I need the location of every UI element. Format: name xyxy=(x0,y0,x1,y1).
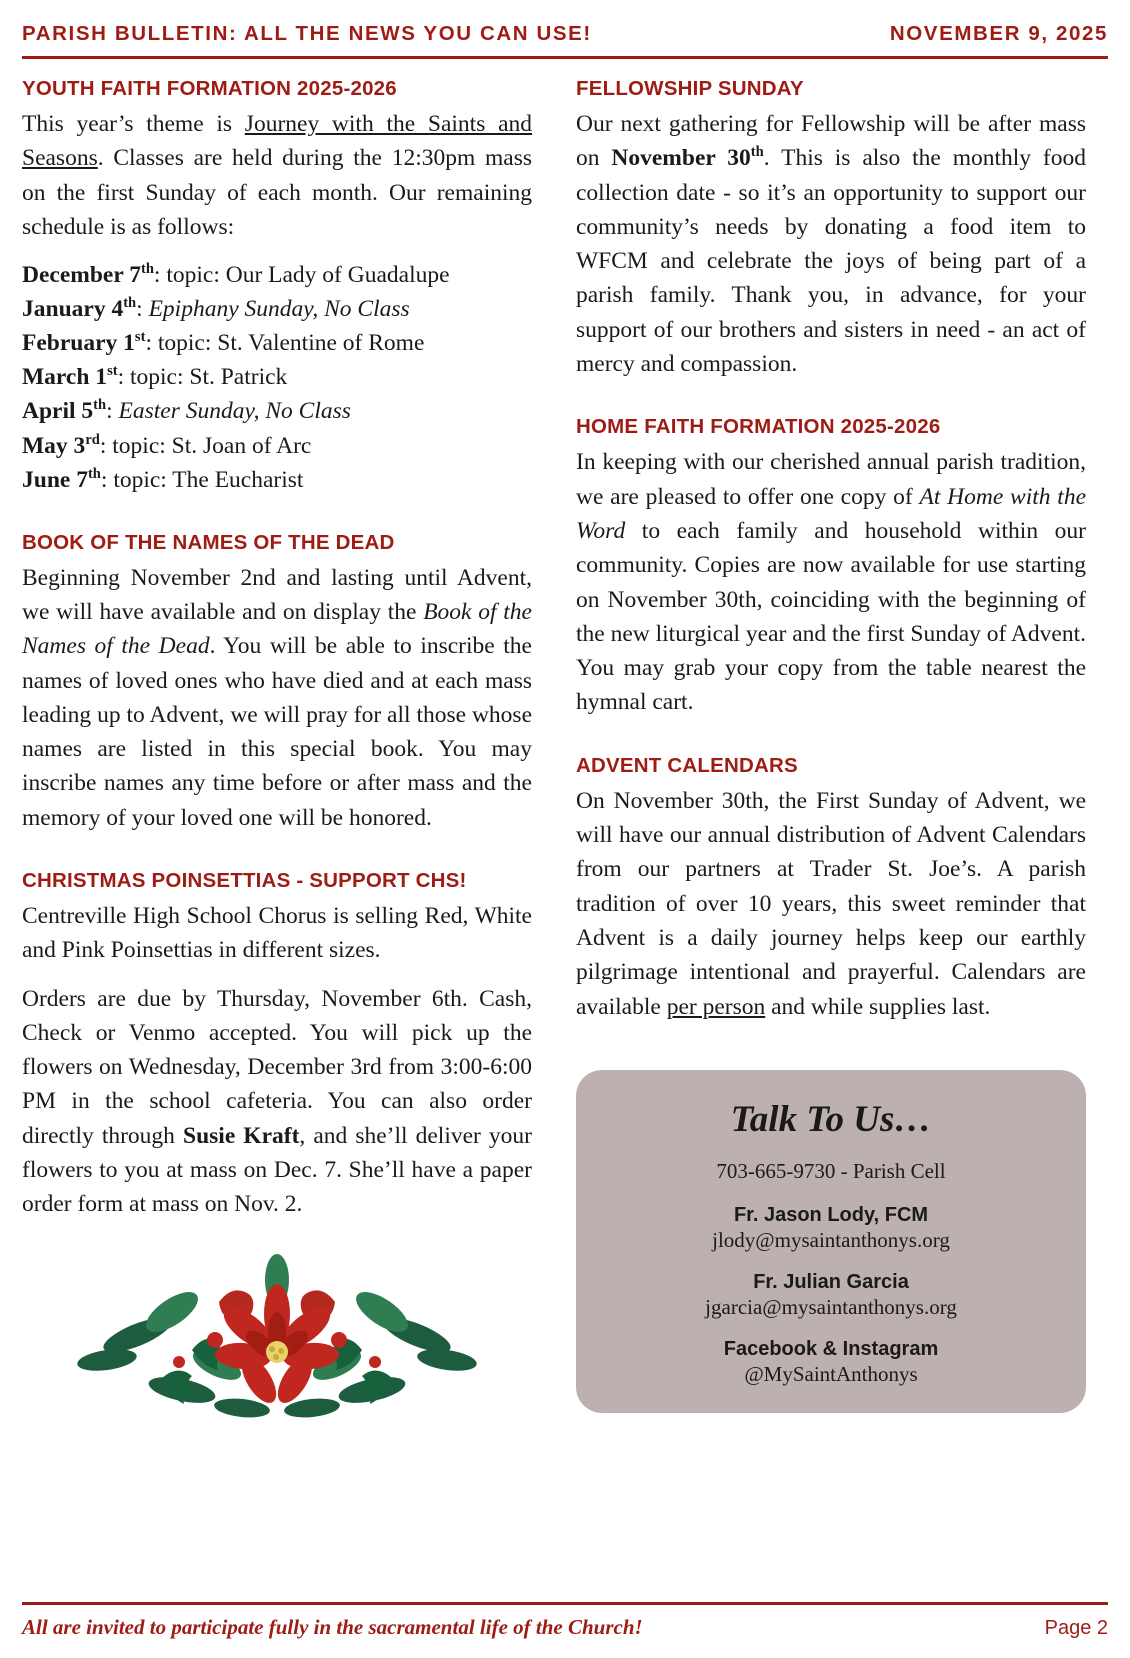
home-faith-paragraph xyxy=(576,445,1086,719)
youth-intro-text-b: . Classes are held during the 12:30pm mass on the first Sunday of each month. Our remaining schedule is as follows: xyxy=(22,145,532,240)
advent-emphasis: per person xyxy=(666,993,766,1020)
schedule-date: January 4 xyxy=(22,296,124,323)
poinsettia-icon xyxy=(67,1240,487,1425)
spacer xyxy=(22,849,532,869)
section-heading-home-faith-formation: HOME FAITH FORMATION 2025-2026 xyxy=(576,415,941,439)
right-column xyxy=(576,77,1086,1413)
talk-to-us-box xyxy=(576,1070,1086,1413)
schedule-date-suffix: th xyxy=(93,397,107,414)
contact-name: Fr. Julian Garcia xyxy=(753,1271,909,1294)
schedule-date: May 3 xyxy=(22,432,86,459)
schedule-detail: topic: Our Lady of Guadalupe xyxy=(166,262,450,289)
poinsettia-illustration xyxy=(22,1240,532,1425)
masthead xyxy=(22,0,1108,56)
social-label: Facebook & Instagram xyxy=(723,1338,939,1361)
header-divider xyxy=(22,56,1108,59)
bulletin-title: PARISH BULLETIN: ALL THE NEWS YOU CAN USE! xyxy=(22,22,592,45)
spacer xyxy=(576,734,1086,754)
contact-email[interactable]: jlody@mysaintanthonys.org xyxy=(712,1228,950,1253)
content-columns xyxy=(22,77,1108,1425)
list-item xyxy=(22,292,532,326)
poinsettias-paragraph-2 xyxy=(22,982,532,1222)
footer-note: All are invited to participate fully in the sacramental life of the Church! xyxy=(22,1615,643,1639)
youth-intro-paragraph xyxy=(22,107,532,244)
spacer xyxy=(576,395,1086,415)
contact-name: Fr. Jason Lody, FCM xyxy=(733,1204,929,1227)
schedule-detail: topic: St. Valentine of Rome xyxy=(157,330,425,357)
schedule-separator: : xyxy=(145,330,158,357)
youth-schedule-list xyxy=(22,258,532,496)
schedule-separator: : xyxy=(136,296,149,323)
book-text-b: . You will be able to inscribe the names of loved ones who have died and at each mass leading up to Advent, we will pray for all those whose names are listed in this special book. You may inscribe names any time before or after mass and the memory of your loved one will be honored. xyxy=(22,633,532,831)
schedule-date-suffix: st xyxy=(107,363,118,380)
home-faith-text-a: In keeping with our cherished annual parish tradition, we are pleased to offer one copy of xyxy=(576,449,1086,510)
poinsettias-paragraph-1: Centreville High School Chorus is selling Red, White and Pink Poinsettias in different sizes. xyxy=(22,903,532,964)
footer-row xyxy=(22,1605,1108,1640)
poinsettias-contact-name: Susie Kraft xyxy=(183,1122,300,1149)
page-footer xyxy=(22,1596,1108,1640)
schedule-separator: : xyxy=(99,432,113,459)
advent-text-a: On November 30th, the First Sunday of Advent, we will have our annual distribution of Advent Calendars from our partners at Trader St. Joe’s. A parish tradition of over 10 years, this sweet reminder that Advent is a daily journey helps keep our earthly pilgrimage intentional and prayerful. Calendars are available xyxy=(576,787,1086,1020)
schedule-detail: Epiphany Sunday, No Class xyxy=(148,296,410,323)
fellowship-text-b: . This is also the monthly food collection date - so it’s an opportunity to support our community’s needs by donating a food item to WFCM and celebrate the joys of being part of a parish family. Thank you, in advance, for your support of our brothers and sisters in need - an act of mercy and compassion. xyxy=(576,145,1087,378)
fellowship-date: November 30 xyxy=(611,145,751,172)
list-item xyxy=(22,394,532,428)
schedule-detail: topic: The Eucharist xyxy=(113,466,304,493)
list-item xyxy=(22,326,532,360)
schedule-date-suffix: th xyxy=(123,295,137,312)
schedule-date: June 7 xyxy=(22,466,88,493)
youth-theme-title: Journey with the Saints and Seasons xyxy=(22,111,533,172)
parish-phone: 703-665-9730 - Parish Cell xyxy=(716,1158,946,1183)
footer-page-number: Page 2 xyxy=(1044,1617,1108,1639)
talk-to-us-title: Talk To Us… xyxy=(730,1098,932,1140)
schedule-detail: topic: St. Joan of Arc xyxy=(112,432,312,459)
poinsettias-text-a: Orders are due by Thursday, November 6th. Cash, Check or Venmo accepted. You will pick up the flowers on Wednesday, December 3rd from 3:00-6:00 PM in the school cafeteria. You can also order directly through xyxy=(22,985,532,1149)
schedule-detail: Easter Sunday, No Class xyxy=(118,398,351,425)
section-heading-christmas-poinsettias: CHRISTMAS POINSETTIAS - SUPPORT CHS! xyxy=(22,869,467,892)
schedule-separator: : xyxy=(106,398,119,425)
schedule-separator: : xyxy=(153,262,167,289)
poinsettias-text-b: , and she’ll deliver your flowers to you at mass on Dec. 7. She’ll have a paper order form at mass on Nov. 2. xyxy=(22,1122,532,1218)
section-heading-youth-faith-formation: YOUTH FAITH FORMATION 2025-2026 xyxy=(22,77,397,100)
schedule-date: April 5 xyxy=(22,398,94,425)
social-handle[interactable]: @MySaintAnthonys xyxy=(744,1362,918,1387)
contact-email[interactable]: jgarcia@mysaintanthonys.org xyxy=(705,1295,957,1320)
list-item xyxy=(22,463,532,497)
bulletin-date: NOVEMBER 9, 2025 xyxy=(889,22,1108,45)
schedule-date: February 1 xyxy=(22,330,135,357)
section-heading-advent-calendars: ADVENT CALENDARS xyxy=(576,753,798,777)
list-item xyxy=(22,258,532,292)
schedule-date-suffix: rd xyxy=(85,431,100,448)
advent-paragraph xyxy=(576,784,1086,1024)
section-heading-fellowship-sunday: FELLOWSHIP SUNDAY xyxy=(576,77,804,100)
schedule-date: March 1 xyxy=(22,364,108,391)
section-heading-book-of-the-names-of-the-dead: BOOK OF THE NAMES OF THE DEAD xyxy=(22,530,395,554)
schedule-separator: : xyxy=(117,364,130,391)
schedule-date: December 7 xyxy=(22,262,141,289)
advent-text-b: and while supplies last. xyxy=(765,993,991,1020)
schedule-date-suffix: st xyxy=(134,329,146,346)
schedule-detail: topic: St. Patrick xyxy=(130,364,288,391)
book-of-dead-paragraph xyxy=(22,561,532,835)
book-title-italic: Book of the Names of the Dead xyxy=(22,598,532,660)
schedule-date-suffix: th xyxy=(140,261,154,278)
schedule-separator: : xyxy=(100,466,114,493)
home-faith-book-title: At Home with the Word xyxy=(576,483,1086,544)
youth-intro-text-a: This year’s theme is xyxy=(22,111,245,137)
list-item xyxy=(22,360,532,394)
home-faith-text-b: to each family and household within our community. Copies are now available for use starting on November 30th, coinciding with the beginning of the new liturgical year and the first Sunday of Advent. You may grab your copy from the table nearest the hymnal cart. xyxy=(576,517,1086,716)
fellowship-date-suffix: th xyxy=(750,144,764,161)
left-column xyxy=(22,77,532,1425)
list-item xyxy=(22,429,532,463)
spacer xyxy=(22,511,532,531)
book-text-a: Beginning November 2nd and lasting until Advent, we will have available and on display the xyxy=(22,564,532,625)
schedule-date-suffix: th xyxy=(87,465,101,482)
fellowship-paragraph xyxy=(576,107,1086,381)
fellowship-text-a: Our next gathering for Fellowship will be after mass on xyxy=(576,111,1086,172)
